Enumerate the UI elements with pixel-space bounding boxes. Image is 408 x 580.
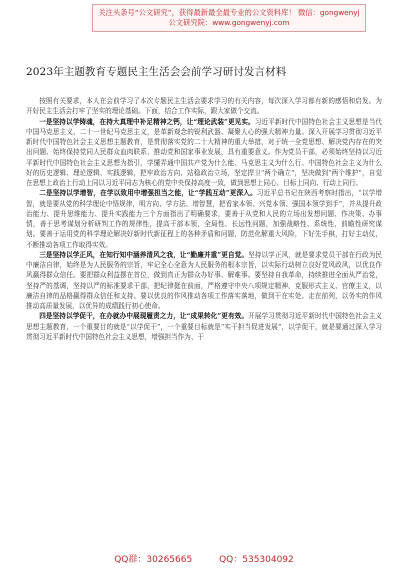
paragraph-section-3: 三是坚持以学正风，在知行知中涵养清风之我，让“勤廉并重”更自觉。坚持以学正风，就是要求党员干部在行政为民中廉洁自律，始终是为人民服务的宗旨，牢记全心全意为人民服务的根本宗旨，以实际行动树立良好党风政风，以优良作风赢得群众信任。要把群众利益摆在首位，做到真正为群众办好事、解难事。要坚持自我革命，持续推进全面从严治党，坚持严的基调，坚持以严的标准要求干部，把纪律挺在前面，严格遵守中央八项规定精神，克服形式主义、官僚主义，以廉洁自律的品格赢得群众信任和支持。要以优良的作风推动各项工作落实落地，做到干在实处、走在前列，以务实的作风推动高质量发展，以优异的成绩践行初心使命。 — [26, 250, 382, 310]
qq-number-text: QQ：535304092 — [219, 555, 294, 565]
section-1-heading: 一是坚持以学铸魂，在持大真理中补足精神之钙，让“理论武装”更见实。 — [39, 117, 255, 126]
paragraph-intro: 按照有关要求，本人在会前学习了本次专题民主生活会要求学习的有关内容，每次深入学习都有新的感悟和启发。为开好民主生活会打牢了坚实的理论基础。下面，结合工作实际，跟大家做个交流。 — [26, 97, 382, 116]
banner-line-1: 关注头条号“公文研究”，获得最新最全最专业的公文资料库！ 微信：gongwenyj — [98, 8, 360, 17]
paragraph-section-2: 二是坚持以学增智，在学以致用中增强担当之能，让“学践互动”更深入。习近平总书记在陕西考察时指出，“以学增智，就是要从党的科学理论中悟规律，明方向、学方法、增智慧，把看家本领、兴党本领、强国本领学到手”，并从提升政治能力、提升思维能力、提升实践能力三个方面指出了明确要求，要善于从党和人民的立场出发想问题、作决策、办事情，善于思考谋划分析研判工作的规律性，提高干部本领，全局性、长远性问题，加强战略性、系统性，前瞻性研究谋划。要善于运用党的科学理论解决好新时代新征程上的各种矛盾和问题，防范化解重大风险，下好先手棋，打好主动仗，不断推动各项工作取得实效。 — [26, 189, 382, 249]
section-3-heading: 三是坚持以学正风，在知行知中涵养清风之我，让“勤廉并重”更自觉。 — [39, 250, 249, 259]
promo-banner[interactable] — [92, 4, 366, 32]
contact-footer — [0, 540, 408, 580]
section-2-heading: 二是坚持以学增智，在学以致用中增强担当之能，让“学践互动”更深入。 — [39, 189, 257, 198]
document-body — [26, 96, 382, 342]
section-4-heading: 四是坚持以学促干，在办就办中展现履责之力，让“成果转化”更有效。 — [39, 312, 249, 321]
banner-line-2: 公文研究院：www.gongwenyj.com — [168, 18, 290, 27]
paragraph-section-4: 四是坚持以学促干，在办就办中展现履责之力，让“成果转化”更有效。开展学习贯彻习近平新时代中国特色社会主义思想主题教育，一个重要目的就是“以学促干”，一个重要目标就是“实干担当促进发展”，以学促干，就是要通过深入学习贯彻习近平新时代中国特色社会主义思想，增强担当作为、干 — [26, 312, 382, 341]
paragraph-section-1: 一是坚持以学铸魂，在持大真理中补足精神之钙，让“理论武装”更见实。习近平新时代中国特色社会主义思想是当代中国马克思主义、二十一世纪马克思主义，是革新观念的锐利武器、凝聚人心的强大精神力量。深入开展学习贯彻习近平新时代中国特色社会主义思想主题教育，是贯彻落实党的二十大精神的重大举措，对于统一全党思想、解决党内存在的突出问题、始终保持党同人民群众血肉联系、推动党和国家事业发展，具有重要意义。作为党员干部，必须始终坚持以习近平新时代中国特色社会主义思想为指引，学懂弄通中国共产党为什么能、马克思主义为什么行、中国特色社会主义为什么好的历史逻辑、理论逻辑、实践逻辑，把牢政治方向、站稳政治立场，坚定捍卫“两个确立”，坚决做到“两个维护”，自觉在思想上政治上行动上同以习近平同志为核心的党中央保持高度一致，做到思想上同心、目标上同向、行动上同行。 — [26, 117, 382, 187]
qq-group-text: QQ群：30265665 — [114, 555, 193, 565]
document-title: 2023年主题教育专题民主生活会会前学习研讨发言材料 — [26, 66, 287, 78]
